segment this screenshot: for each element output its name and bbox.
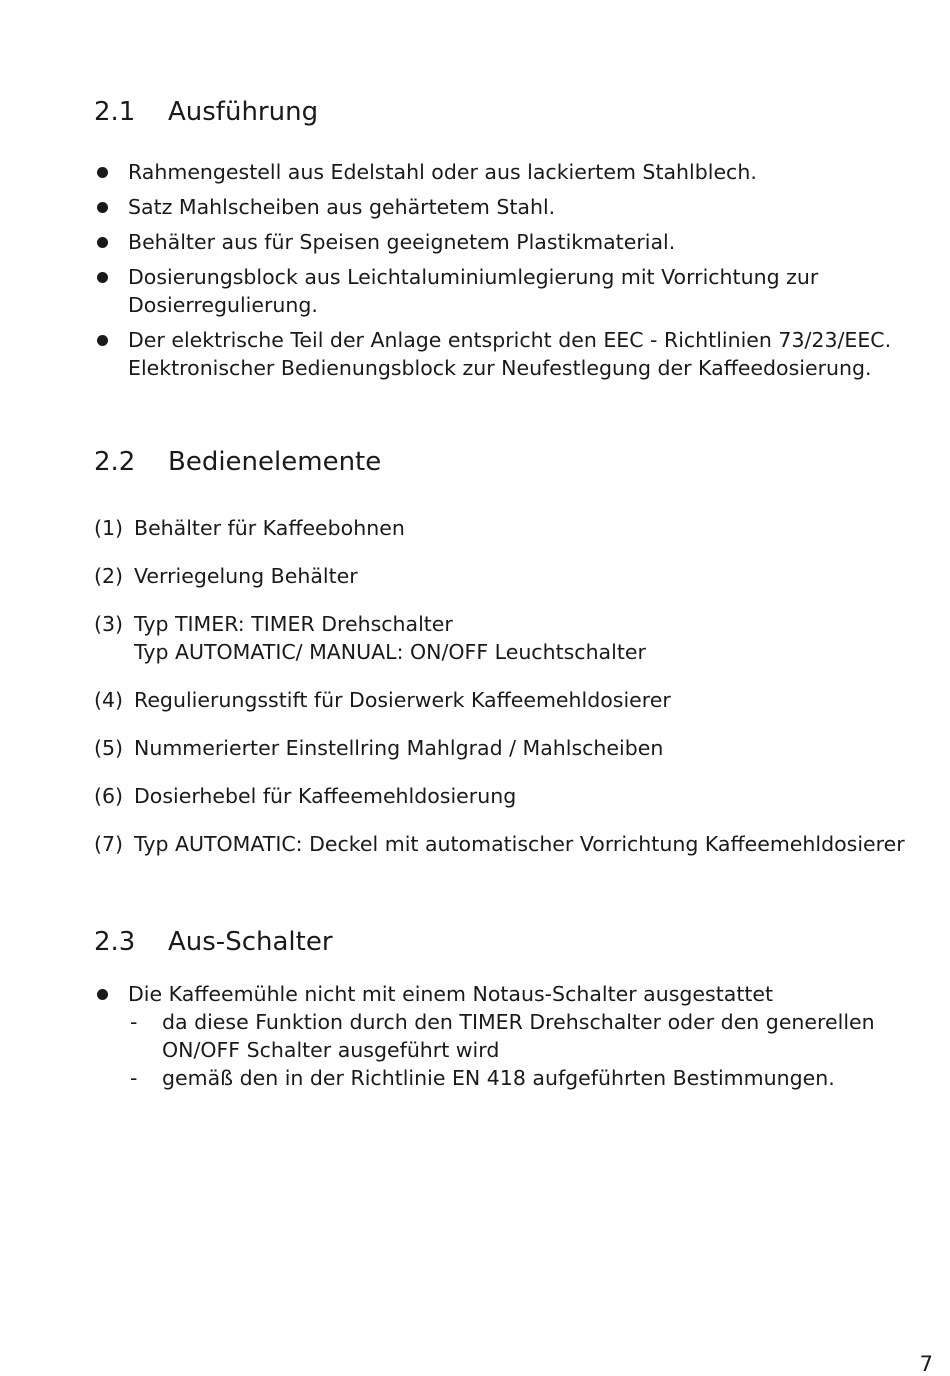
list-item-text: Der elektrische Teil der Anlage entspricht den EEC - Richtlinien 73/23/EEC. Elektronischer Bedienungsblock zur Neufestlegung der Kaffeedosierung. bbox=[128, 328, 892, 380]
item-number: (6) bbox=[94, 784, 124, 808]
item-text: Regulierungsstift für Dosierwerk Kaffeemehldosierer bbox=[134, 688, 671, 712]
item-number: (4) bbox=[94, 688, 124, 712]
item-value: TIMER Drehschalter bbox=[244, 612, 453, 636]
list-item bbox=[94, 228, 924, 256]
list-item-text: Satz Mahlscheiben aus gehärtetem Stahl. bbox=[128, 195, 556, 219]
list-item bbox=[94, 562, 924, 590]
list-item-text: Rahmengestell aus Edelstahl oder aus lackiertem Stahlblech. bbox=[128, 160, 757, 184]
item-number: (5) bbox=[94, 736, 124, 760]
bullet-icon bbox=[97, 989, 108, 1000]
section-ausfuehrung bbox=[94, 96, 924, 382]
bullet-list bbox=[94, 158, 924, 382]
item-text: Behälter für Kaffeebohnen bbox=[134, 516, 405, 540]
bullet-icon bbox=[97, 167, 108, 178]
item-number: (7) bbox=[94, 832, 124, 856]
list-item bbox=[94, 326, 924, 382]
section-number: 2.3 bbox=[94, 927, 136, 957]
page-number: 7 bbox=[919, 1352, 933, 1376]
section-title: Ausführung bbox=[168, 97, 319, 127]
item-text bbox=[134, 830, 905, 858]
numbered-list bbox=[94, 514, 924, 858]
item-text: Nummerierter Einstellring Mahlgrad / Mahlscheiben bbox=[134, 736, 664, 760]
list-item-text: Die Kaffeemühle nicht mit einem Notaus-Schalter ausgestattet bbox=[128, 982, 774, 1006]
bullet-icon bbox=[97, 272, 108, 283]
item-text bbox=[134, 610, 646, 666]
dash-marker: - bbox=[130, 1010, 138, 1034]
item-label: Typ TIMER: bbox=[134, 612, 245, 636]
list-item bbox=[94, 158, 924, 186]
sub-item-text: da diese Funktion durch den TIMER Drehschalter oder den generellen ON/OFF Schalter ausgeführt wird bbox=[162, 1010, 875, 1062]
dash-marker: - bbox=[130, 1066, 138, 1090]
section-title: Aus-Schalter bbox=[168, 927, 333, 957]
list-item bbox=[94, 263, 924, 319]
item-number: (1) bbox=[94, 516, 124, 540]
item-text: Dosierhebel für Kaffeemehldosierung bbox=[134, 784, 517, 808]
item-number: (3) bbox=[94, 612, 124, 636]
section-heading bbox=[94, 96, 924, 128]
item-value: Deckel mit automatischer Vorrichtung Kaffeemehldosierer bbox=[302, 832, 905, 856]
section-title: Bedienelemente bbox=[168, 447, 382, 477]
item-value: ON/OFF Leuchtschalter bbox=[403, 640, 646, 664]
list-item-text: Behälter aus für Speisen geeignetem Plastikmaterial. bbox=[128, 230, 676, 254]
bullet-icon bbox=[97, 335, 108, 346]
list-item bbox=[94, 830, 924, 858]
section-aus-schalter bbox=[94, 926, 924, 1092]
list-item bbox=[94, 782, 924, 810]
item-number: (2) bbox=[94, 564, 124, 588]
section-bedienelemente bbox=[94, 446, 924, 858]
list-item bbox=[94, 610, 924, 666]
list-item bbox=[94, 734, 924, 762]
sub-item-text: gemäß den in der Richtlinie EN 418 aufgeführten Bestimmungen. bbox=[162, 1066, 835, 1090]
section-heading bbox=[94, 446, 924, 478]
item-label: Typ AUTOMATIC: bbox=[134, 832, 303, 856]
list-item bbox=[94, 193, 924, 221]
section-heading bbox=[94, 926, 924, 958]
bullet-icon bbox=[97, 237, 108, 248]
list-item bbox=[94, 980, 924, 1092]
item-label: Typ AUTOMATIC/ MANUAL: bbox=[134, 640, 404, 664]
list-item bbox=[94, 514, 924, 542]
list-item-text: Dosierungsblock aus Leichtaluminiumlegierung mit Vorrichtung zur Dosierregulierung. bbox=[128, 265, 819, 317]
sub-list-item bbox=[128, 1008, 924, 1064]
section-number: 2.1 bbox=[94, 97, 136, 127]
list-item bbox=[94, 686, 924, 714]
bullet-icon bbox=[97, 202, 108, 213]
section-number: 2.2 bbox=[94, 447, 136, 477]
sub-list bbox=[128, 1008, 924, 1092]
sub-list-item bbox=[128, 1064, 924, 1092]
bullet-list bbox=[94, 980, 924, 1092]
item-text: Verriegelung Behälter bbox=[134, 564, 358, 588]
